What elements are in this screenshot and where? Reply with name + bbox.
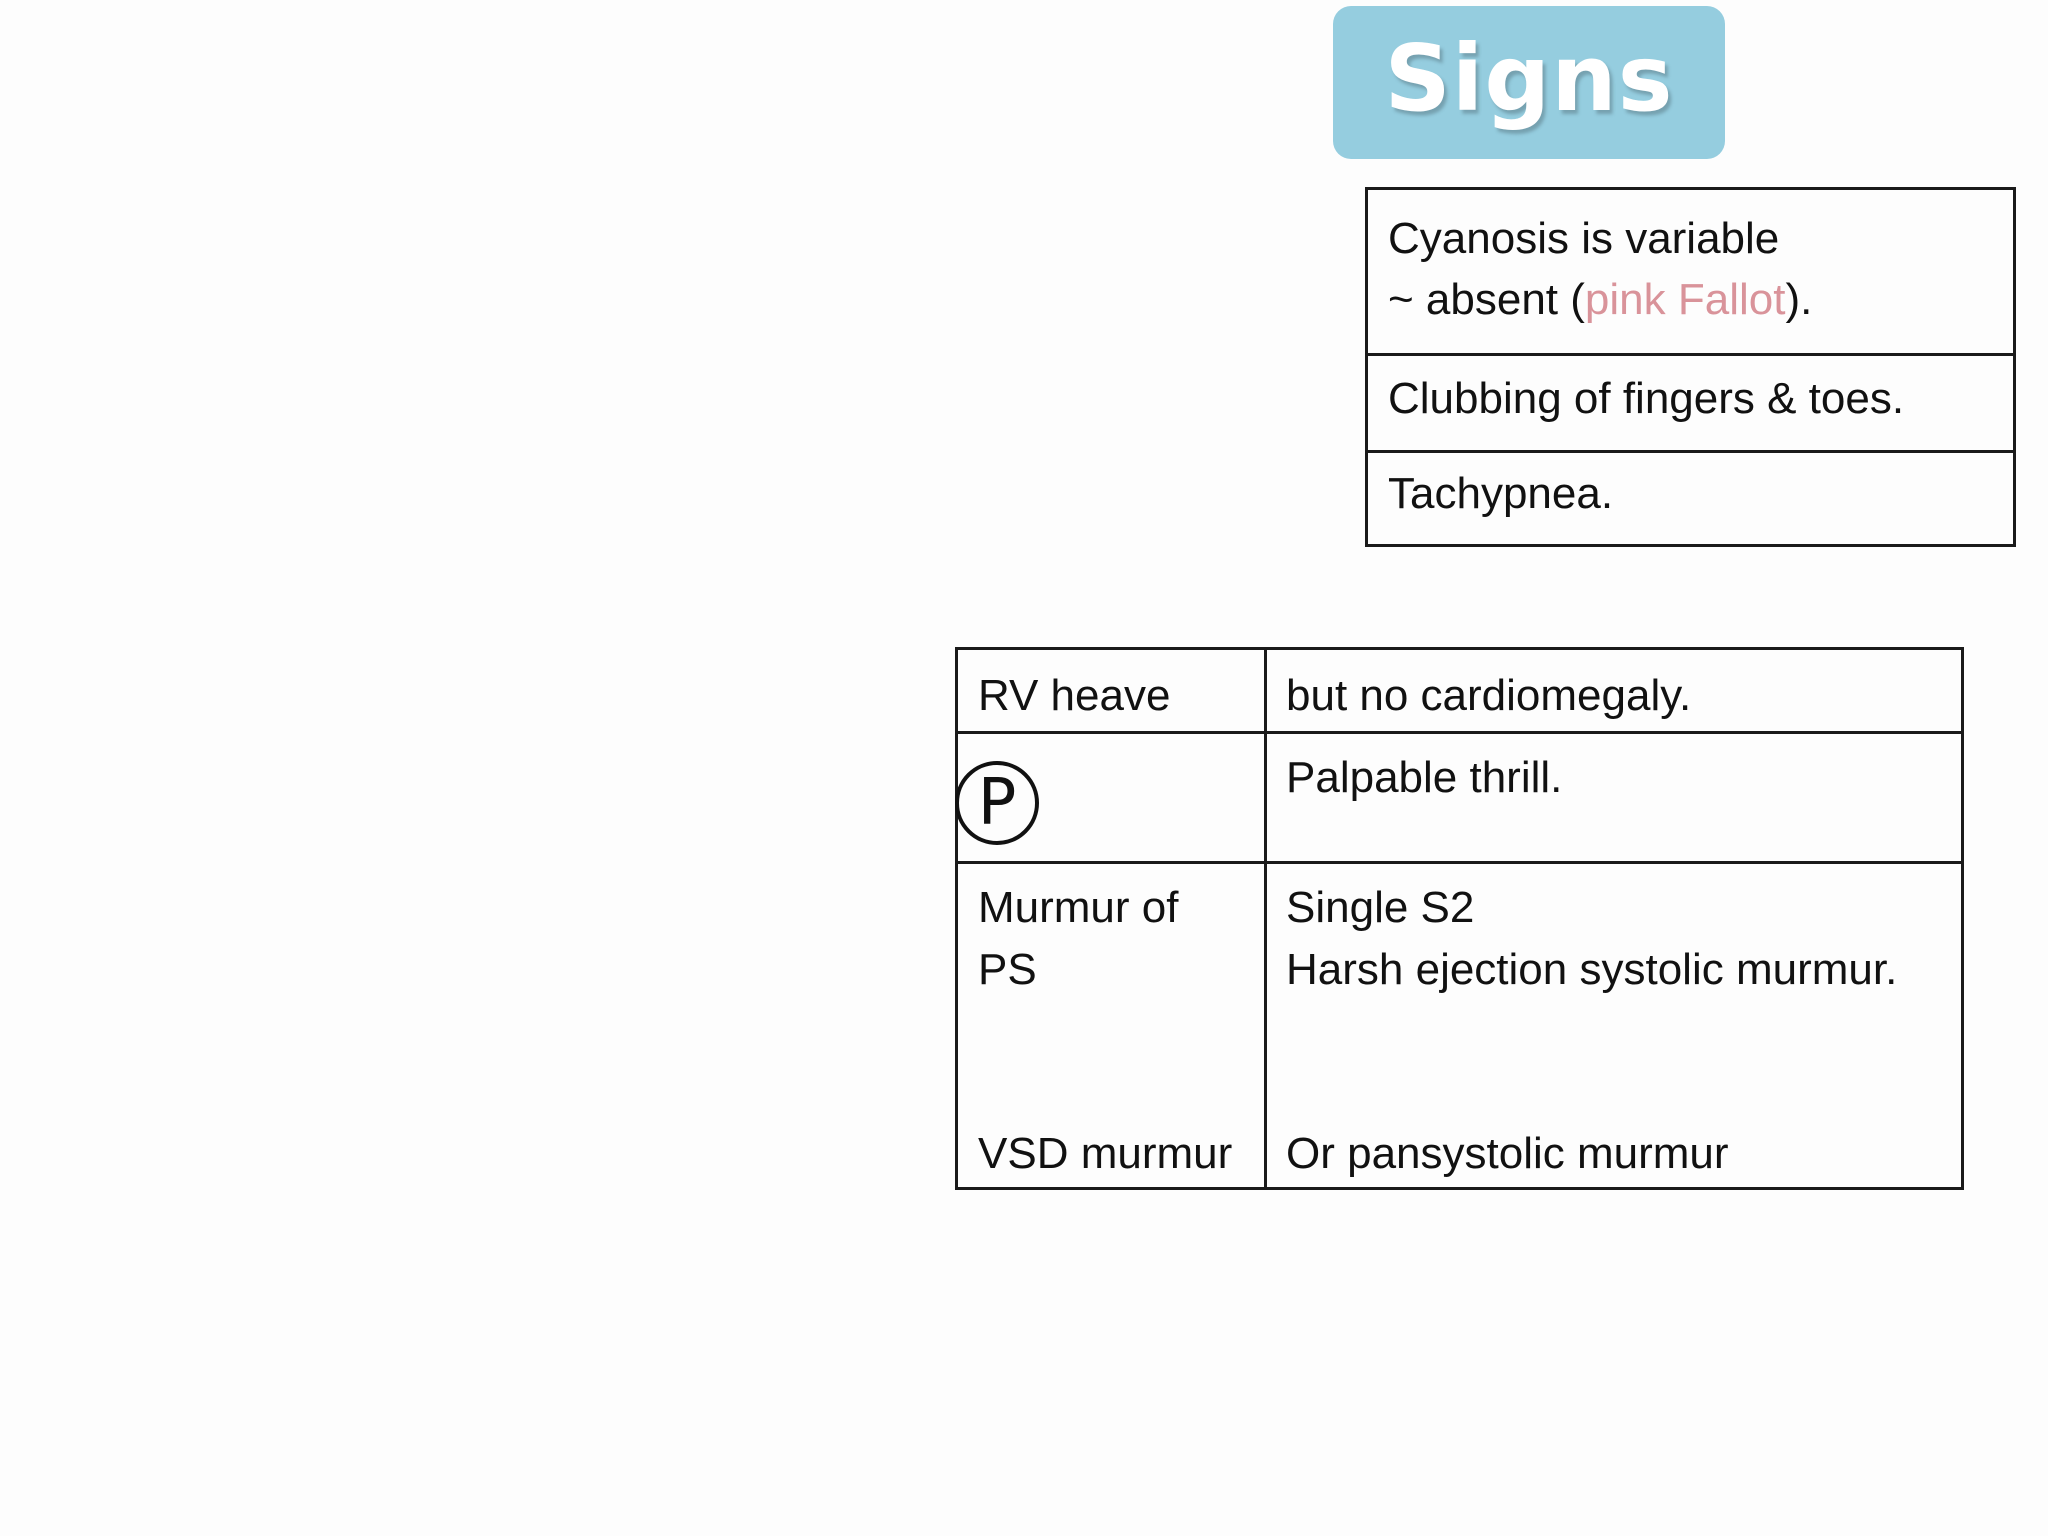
row-divider-2 xyxy=(958,861,1961,864)
ps-label: PS xyxy=(978,945,1037,994)
signs-table xyxy=(1365,187,2016,547)
murmur-of-label: Murmur of xyxy=(978,883,1179,932)
harsh-ejection-murmur-text: Harsh ejection systolic murmur. xyxy=(1286,945,1898,994)
clubbing-text: Clubbing of fingers & toes. xyxy=(1388,374,1905,423)
row-divider-1 xyxy=(958,731,1961,734)
title-banner xyxy=(1333,6,1725,159)
cyanosis-suffix: ). xyxy=(1785,275,1813,324)
cyanosis-prefix: ~ absent ( xyxy=(1388,275,1585,324)
single-s2-text: Single S2 xyxy=(1286,883,1475,932)
tachypnea-text: Tachypnea. xyxy=(1388,469,1614,518)
signs-row-tachypnea xyxy=(1368,453,2013,547)
slide-title: Signs xyxy=(1384,24,1674,132)
signs-row-cyanosis xyxy=(1368,190,2013,356)
vsd-murmur-label: VSD murmur xyxy=(978,1129,1233,1178)
cyanosis-line-2 xyxy=(1388,269,2013,330)
examination-table xyxy=(955,647,1964,1190)
palpation-p-letter: P xyxy=(977,766,1017,840)
pansystolic-murmur-text: Or pansystolic murmur xyxy=(1286,1129,1729,1178)
cyanosis-line-1: Cyanosis is variable xyxy=(1388,214,1780,263)
signs-row-clubbing xyxy=(1368,356,2013,453)
palpation-p-symbol xyxy=(955,761,1039,845)
rv-heave-label: RV heave xyxy=(978,671,1171,720)
no-cardiomegaly-text: but no cardiomegaly. xyxy=(1286,671,1692,720)
pink-fallot-highlight: pink Fallot xyxy=(1584,275,1786,324)
palpable-thrill-text: Palpable thrill. xyxy=(1286,753,1563,802)
